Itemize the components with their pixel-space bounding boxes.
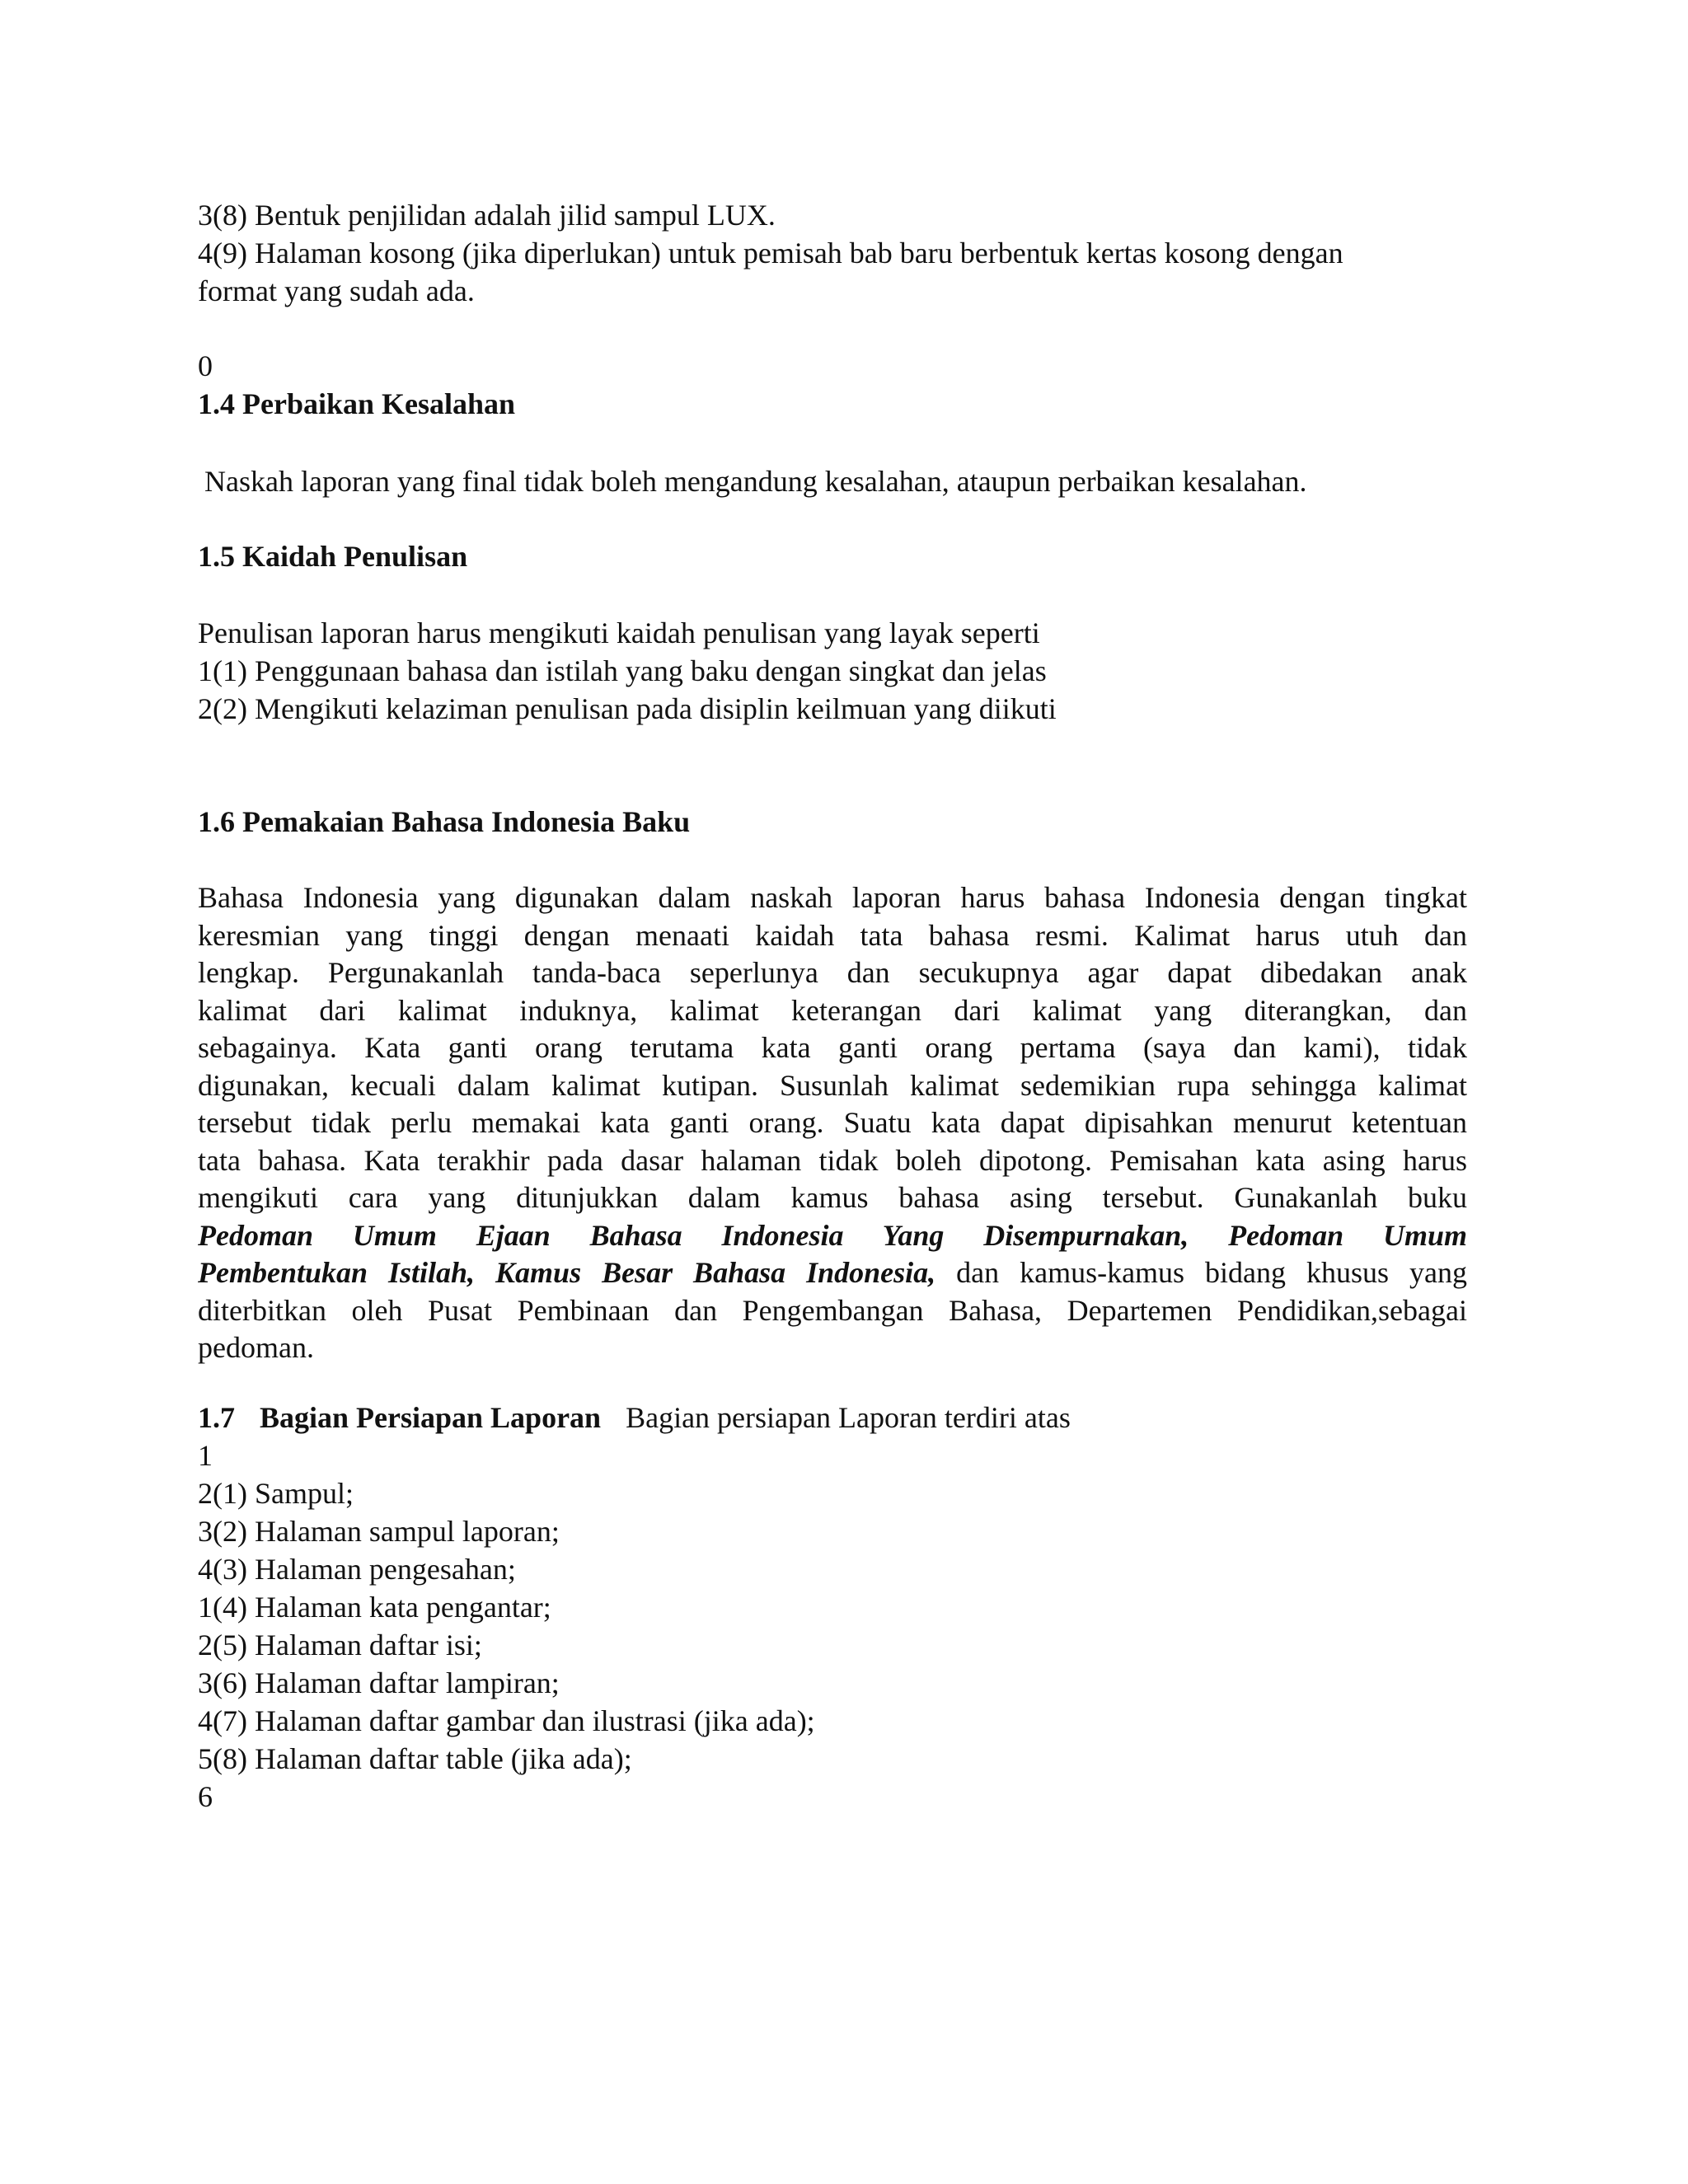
paragraph-line: tersebut tidak perlu memakai kata ganti orang. Suatu kata dapat dipisahkan menurut ketentuan (198, 1106, 1467, 1139)
list-item: 1(4) Halaman kata pengantar; (198, 1591, 551, 1624)
book-title-emphasis: Pembentukan Istilah, Kamus Besar Bahasa Indonesia, (198, 1256, 936, 1289)
section-1-7-intro: Bagian persiapan Laporan terdiri atas (626, 1401, 1071, 1434)
stray-number: 1 (198, 1439, 213, 1472)
paragraph-line-book-titles: Pedoman Umum Ejaan Bahasa Indonesia Yang Disempurnakan, Pedoman Umum (198, 1218, 1467, 1252)
list-item: 5(8) Halaman daftar table (jika ada); (198, 1742, 632, 1775)
section-heading-1-7-line (198, 1399, 1071, 1436)
paragraph-line-mixed (198, 1254, 1467, 1292)
list-item: 2(5) Halaman daftar isi; (198, 1629, 482, 1661)
list-item: 3(6) Halaman daftar lampiran; (198, 1666, 560, 1699)
paragraph-line: diterbitkan oleh Pusat Pembinaan dan Pengembangan Bahasa, Departemen Pendidikan,sebagai (198, 1293, 1467, 1327)
section-1-5-intro: Penulisan laporan harus mengikuti kaidah penulisan yang layak seperti (198, 616, 1040, 649)
section-heading-1-5: 1.5 Kaidah Penulisan (198, 540, 468, 573)
list-item: 4(9) Halaman kosong (jika diperlukan) untuk pemisah bab baru berbentuk kertas kosong dengan (198, 237, 1343, 269)
stray-number: 6 (198, 1780, 213, 1813)
paragraph-line: sebagainya. Kata ganti orang terutama kata ganti orang pertama (saya dan kami), tidak (198, 1031, 1467, 1064)
list-item: 4(7) Halaman daftar gambar dan ilustrasi (jika ada); (198, 1704, 815, 1737)
paragraph-line: tata bahasa. Kata terakhir pada dasar halaman tidak boleh dipotong. Pemisahan kata asing harus (198, 1143, 1467, 1177)
paragraph-line: pedoman. (198, 1331, 314, 1364)
list-item-continuation: format yang sudah ada. (198, 274, 475, 307)
paragraph-line: lengkap. Pergunakanlah tanda-baca seperlunya dan secukupnya agar dapat dibedakan anak (198, 956, 1467, 989)
list-item: 2(2) Mengikuti kelaziman penulisan pada disiplin keilmuan yang diikuti (198, 692, 1057, 725)
paragraph-line: Bahasa Indonesia yang digunakan dalam naskah laporan harus bahasa Indonesia dengan tingkat (198, 881, 1467, 914)
list-item: 2(1) Sampul; (198, 1477, 354, 1510)
paragraph-line: keresmian yang tinggi dengan menaati kaidah tata bahasa resmi. Kalimat harus utuh dan (198, 918, 1467, 952)
section-heading-1-4: 1.4 Perbaikan Kesalahan (198, 387, 516, 420)
stray-number: 0 (198, 349, 213, 382)
section-1-6-paragraph (198, 879, 1467, 1367)
list-item: 3(2) Halaman sampul laporan; (198, 1515, 560, 1548)
paragraph-line: mengikuti cara yang ditunjukkan dalam kamus bahasa asing tersebut. Gunakanlah buku (198, 1181, 1467, 1214)
section-heading-1-7: Bagian Persiapan Laporan (260, 1401, 602, 1434)
paragraph-text: dan kamus-kamus bidang khusus yang (935, 1256, 1467, 1289)
section-number: 1.7 (198, 1401, 235, 1434)
paragraph-line: digunakan, kecuali dalam kalimat kutipan. Susunlah kalimat sedemikian rupa sehingga kalimat (198, 1068, 1467, 1102)
section-heading-1-6: 1.6 Pemakaian Bahasa Indonesia Baku (198, 805, 691, 838)
list-item: 1(1) Penggunaan bahasa dan istilah yang baku dengan singkat dan jelas (198, 654, 1047, 687)
list-item: 4(3) Halaman pengesahan; (198, 1553, 516, 1586)
paragraph-line: kalimat dari kalimat induknya, kalimat keterangan dari kalimat yang diterangkan, dan (198, 993, 1467, 1027)
section-1-4-body: Naskah laporan yang final tidak boleh mengandung kesalahan, ataupun perbaikan kesalahan. (204, 465, 1307, 498)
list-item: 3(8) Bentuk penjilidan adalah jilid sampul LUX. (198, 199, 776, 232)
